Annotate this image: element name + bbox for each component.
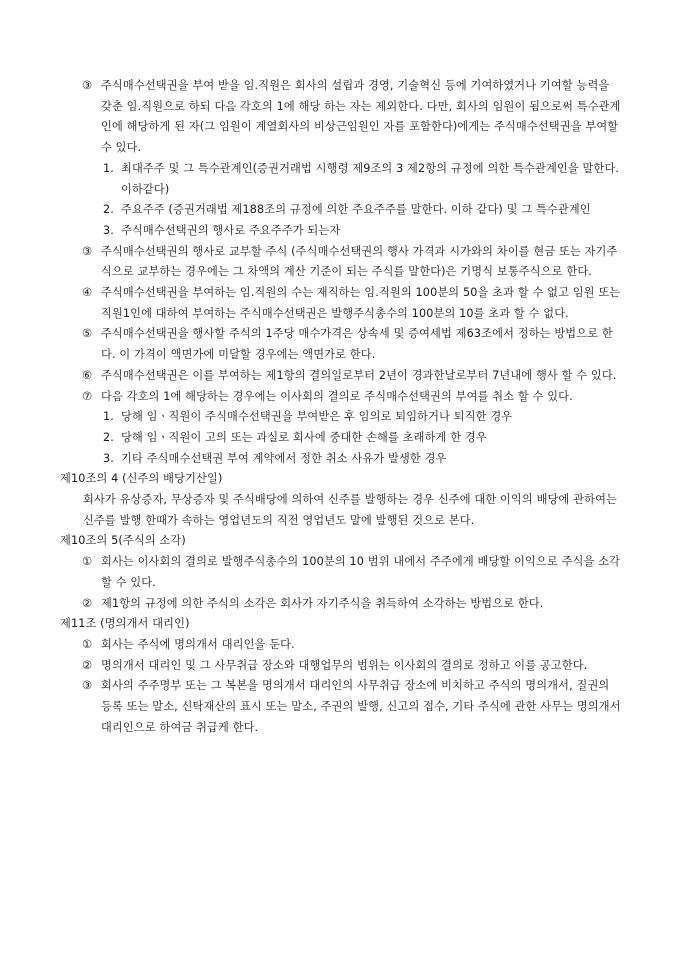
item-number: 3. xyxy=(103,451,114,465)
clause-number: ① xyxy=(82,637,93,651)
list-item xyxy=(0,407,680,428)
clause xyxy=(0,76,680,159)
list-item xyxy=(0,449,680,470)
article-body: 회사가 유상증자, 무상증자 및 주식배당에 의하여 신주를 발행하는 경우 신주에 대한 이익의 배당에 관하여는 신주를 발행 한때가 속하는 영업년도의 직전 영업년도 말에 발행된 것으로 본다. xyxy=(83,493,618,527)
clause xyxy=(0,283,680,324)
clause xyxy=(0,552,680,593)
clause-text: 회사는 이사회의 결의로 발행주식총수의 100분의 10 범위 내에서 주주에게 배당할 이익으로 주식을 소각할 수 있다. xyxy=(101,555,621,589)
clause-text: 주식매수선택권의 행사로 교부할 주식 (주식매수선택권의 행사 가격과 시가와의 차이를 현금 또는 자기주식으로 교부하는 경우에는 그 차액의 계산 기준이 되는 주식를 말한다)은 기명식 보통주식으로 한다. xyxy=(101,244,618,279)
item-number: 1. xyxy=(103,161,114,175)
clause xyxy=(0,242,680,283)
clause-number: ③ xyxy=(82,244,93,258)
list-item xyxy=(0,200,680,221)
article-heading: 제10조의 5(주식의 소각) xyxy=(60,534,186,548)
clause-text: 주식매수선택권은 이를 부여하는 제1항의 결의일로부터 2년이 경과한날로부터 7년내에 행사 할 수 있다. xyxy=(101,368,617,382)
clause-text: 회사는 주식에 명의개서 대리인을 둔다. xyxy=(101,637,295,651)
clause xyxy=(0,635,680,656)
clause xyxy=(0,366,680,387)
clause-text: 명의개서 대리인 및 그 사무취급 장소와 대행업무의 범위는 이사회의 결의로 정하고 이를 공고한다. xyxy=(101,658,588,672)
item-text: 당해 임ㆍ직원이 고의 또는 과실로 회사에 중대한 손해를 초래하게 한 경우 xyxy=(121,430,487,444)
item-text: 주요주주 (증권거래법 제188조의 규정에 의한 주요주주를 말한다. 이하 같다) 및 그 특수관계인 xyxy=(121,203,591,217)
clause-text: 제1항의 규정에 의한 주식의 소각은 회사가 자기주식을 취득하여 소각하는 방법으로 한다. xyxy=(101,596,544,610)
article-heading: 제10조의 4 (신주의 배당기산일) xyxy=(60,472,223,486)
clause-number: ⑤ xyxy=(82,327,93,341)
list-item xyxy=(0,159,680,200)
list-item xyxy=(0,221,680,242)
clause-number: ① xyxy=(82,555,93,569)
item-text: 기타 주식매수선택권 부여 계약에서 정한 취소 사유가 발생한 경우 xyxy=(121,451,447,465)
item-text: 주식매수선택권의 행사로 주요주주가 되는자 xyxy=(121,223,341,237)
clause xyxy=(0,594,680,615)
clause-number: ② xyxy=(82,596,93,610)
article-heading: 제11조 (명의개서 대리인) xyxy=(60,617,190,631)
clause-number: ③ xyxy=(82,679,93,693)
list-item xyxy=(0,428,680,449)
clause xyxy=(0,324,680,365)
clause-number: ⑥ xyxy=(82,368,93,382)
item-number: 2. xyxy=(103,203,114,217)
clause-text: 회사의 주주명부 또는 그 복본을 명의개서 대리인의 사무취급 장소에 비치하고 주식의 명의개서, 질권의 등록 또는 말소, 신탁재산의 표시 또는 말소, 주권의 발행, 신고의 접수, 기타 주식에 관한 사무는 명의개서 대리인으로 하여금 취급케 한다. xyxy=(101,679,621,734)
clause-number: ④ xyxy=(82,286,93,300)
document-body xyxy=(0,76,680,739)
clause-number: ② xyxy=(82,658,93,672)
clause-text: 다음 각호의 1에 해당하는 경우에는 이사회의 결의로 주식매수선택권의 부여를 취소 할 수 있다. xyxy=(101,389,573,403)
clause-text: 주식매수선택권을 부여하는 임.직원의 수는 재직하는 임.직원의 100분의 50을 초과 할 수 없고 임원 또는 직원1인에 대하여 부여하는 주식매수선택권은 발행주식총수의 100분의 10를 초과 할 수 없다. xyxy=(101,286,621,320)
item-number: 2. xyxy=(103,430,114,444)
item-text: 당해 임ㆍ직원이 주식매수선택권을 부여받은 후 임의로 퇴임하거나 퇴직한 경우 xyxy=(121,410,513,424)
clause xyxy=(0,387,680,408)
clause xyxy=(0,656,680,677)
clause xyxy=(0,676,680,738)
item-text: 최대주주 및 그 특수관계인(증권거래법 시행령 제9조의 3 제2항의 규정에 의한 특수관계인을 말한다. 이하같다) xyxy=(121,161,620,196)
item-number: 1. xyxy=(103,410,114,424)
clause-number: ③ xyxy=(82,79,93,92)
clause-number: ⑦ xyxy=(82,389,93,403)
clause-text: 주식매수선택권을 부여 받을 임.직원은 회사의 설립과 경영, 기술혁신 등에 기여하였거나 기여할 능력을 갖춘 임.직원으로 하되 다음 각호의 1에 해당 하는 자는 제외한다. 다만, 회사의 임원이 됨으로써 특수관계인에 해당하게 된 자(그 임원이 계열회사의 비상근임원인 자를 포함한다)에게는 주식매수선택권을 부여할 수 있다. xyxy=(101,79,621,155)
item-number: 3. xyxy=(103,223,114,237)
clause-text: 주식매수선택권을 행사할 주식의 1주당 매수가격은 상속세 및 증여세법 제63조에서 정하는 방법으로 한다. 이 가격이 액면가에 미달할 경우에는 액면가로 한다. xyxy=(101,327,613,362)
